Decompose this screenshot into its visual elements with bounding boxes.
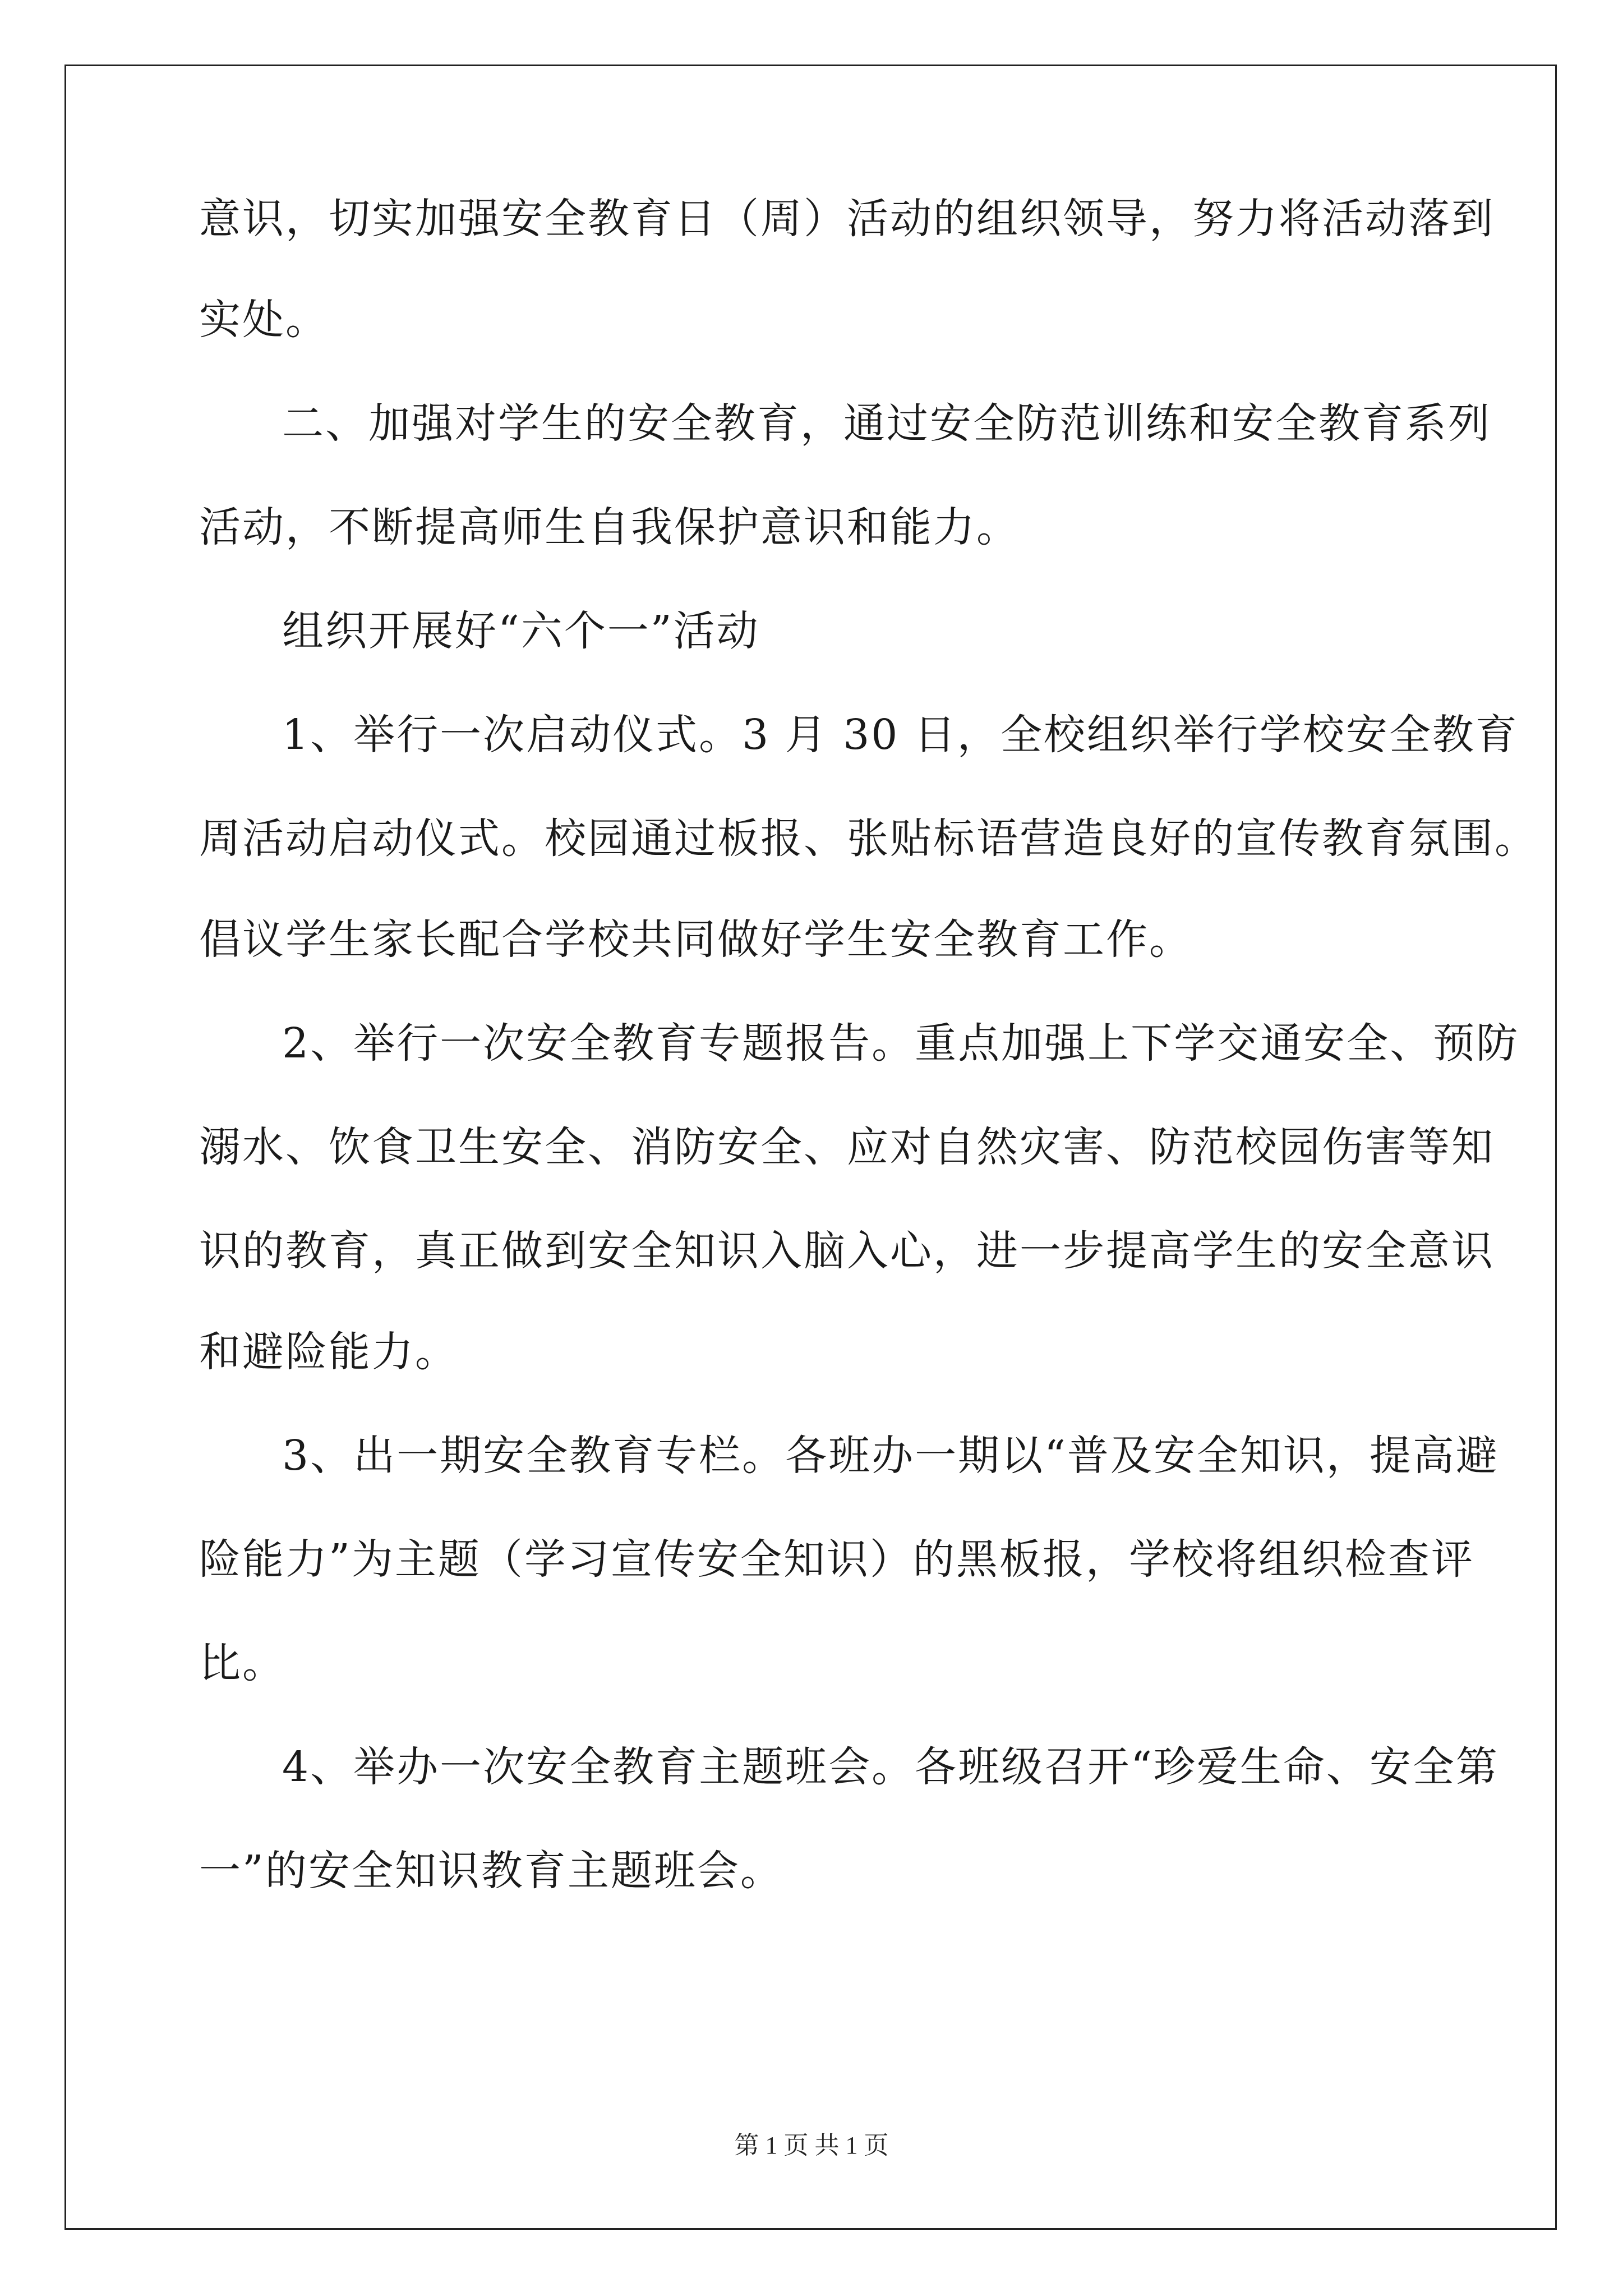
text-line: 比。	[199, 1639, 285, 1687]
section-heading: 组织开展好“六个一”活动	[282, 607, 760, 655]
text-line: 倡议学生家长配合学校共同做好学生安全教育工作。	[199, 915, 1192, 964]
text-line: 溺水、饮食卫生安全、消防安全、应对自然灾害、防范校园伤害等知	[199, 1123, 1495, 1171]
page-footer: 第 1 页 共 1 页	[734, 2132, 889, 2159]
paragraph-start: 4、举办一次安全教育主题班会。各班级召开“珍爱生命、安全第	[282, 1743, 1499, 1791]
paragraph-start: 3、出一期安全教育专栏。各班办一期以“普及安全知识，提高避	[282, 1432, 1499, 1480]
paragraph-start: 2、举行一次安全教育专题报告。重点加强上下学交通安全、预防	[282, 1019, 1520, 1068]
text-line: 意识，切实加强安全教育日（周）活动的组织领导，努力将活动落到	[199, 195, 1495, 243]
paragraph-start: 1、举行一次启动仪式。3 月 30 日，全校组织举行学校安全教育	[282, 711, 1519, 759]
text-line: 周活动启动仪式。校园通过板报、张贴标语营造良好的宣传教育氛围。	[199, 815, 1538, 863]
text-line: 活动，不断提高师生自我保护意识和能力。	[199, 503, 1020, 551]
text-line: 实处。	[199, 296, 329, 344]
text-line: 和避险能力。	[199, 1328, 458, 1376]
paragraph-start: 二、加强对学生的安全教育，通过安全防范训练和安全教育系列	[282, 399, 1491, 448]
text-line: 险能力”为主题（学习宣传安全知识）的黑板报，学校将组织检查评	[199, 1535, 1474, 1584]
text-line: 识的教育，真正做到安全知识入脑入心，进一步提高学生的安全意识	[199, 1227, 1495, 1275]
text-line: 一”的安全知识教育主题班会。	[199, 1847, 783, 1895]
